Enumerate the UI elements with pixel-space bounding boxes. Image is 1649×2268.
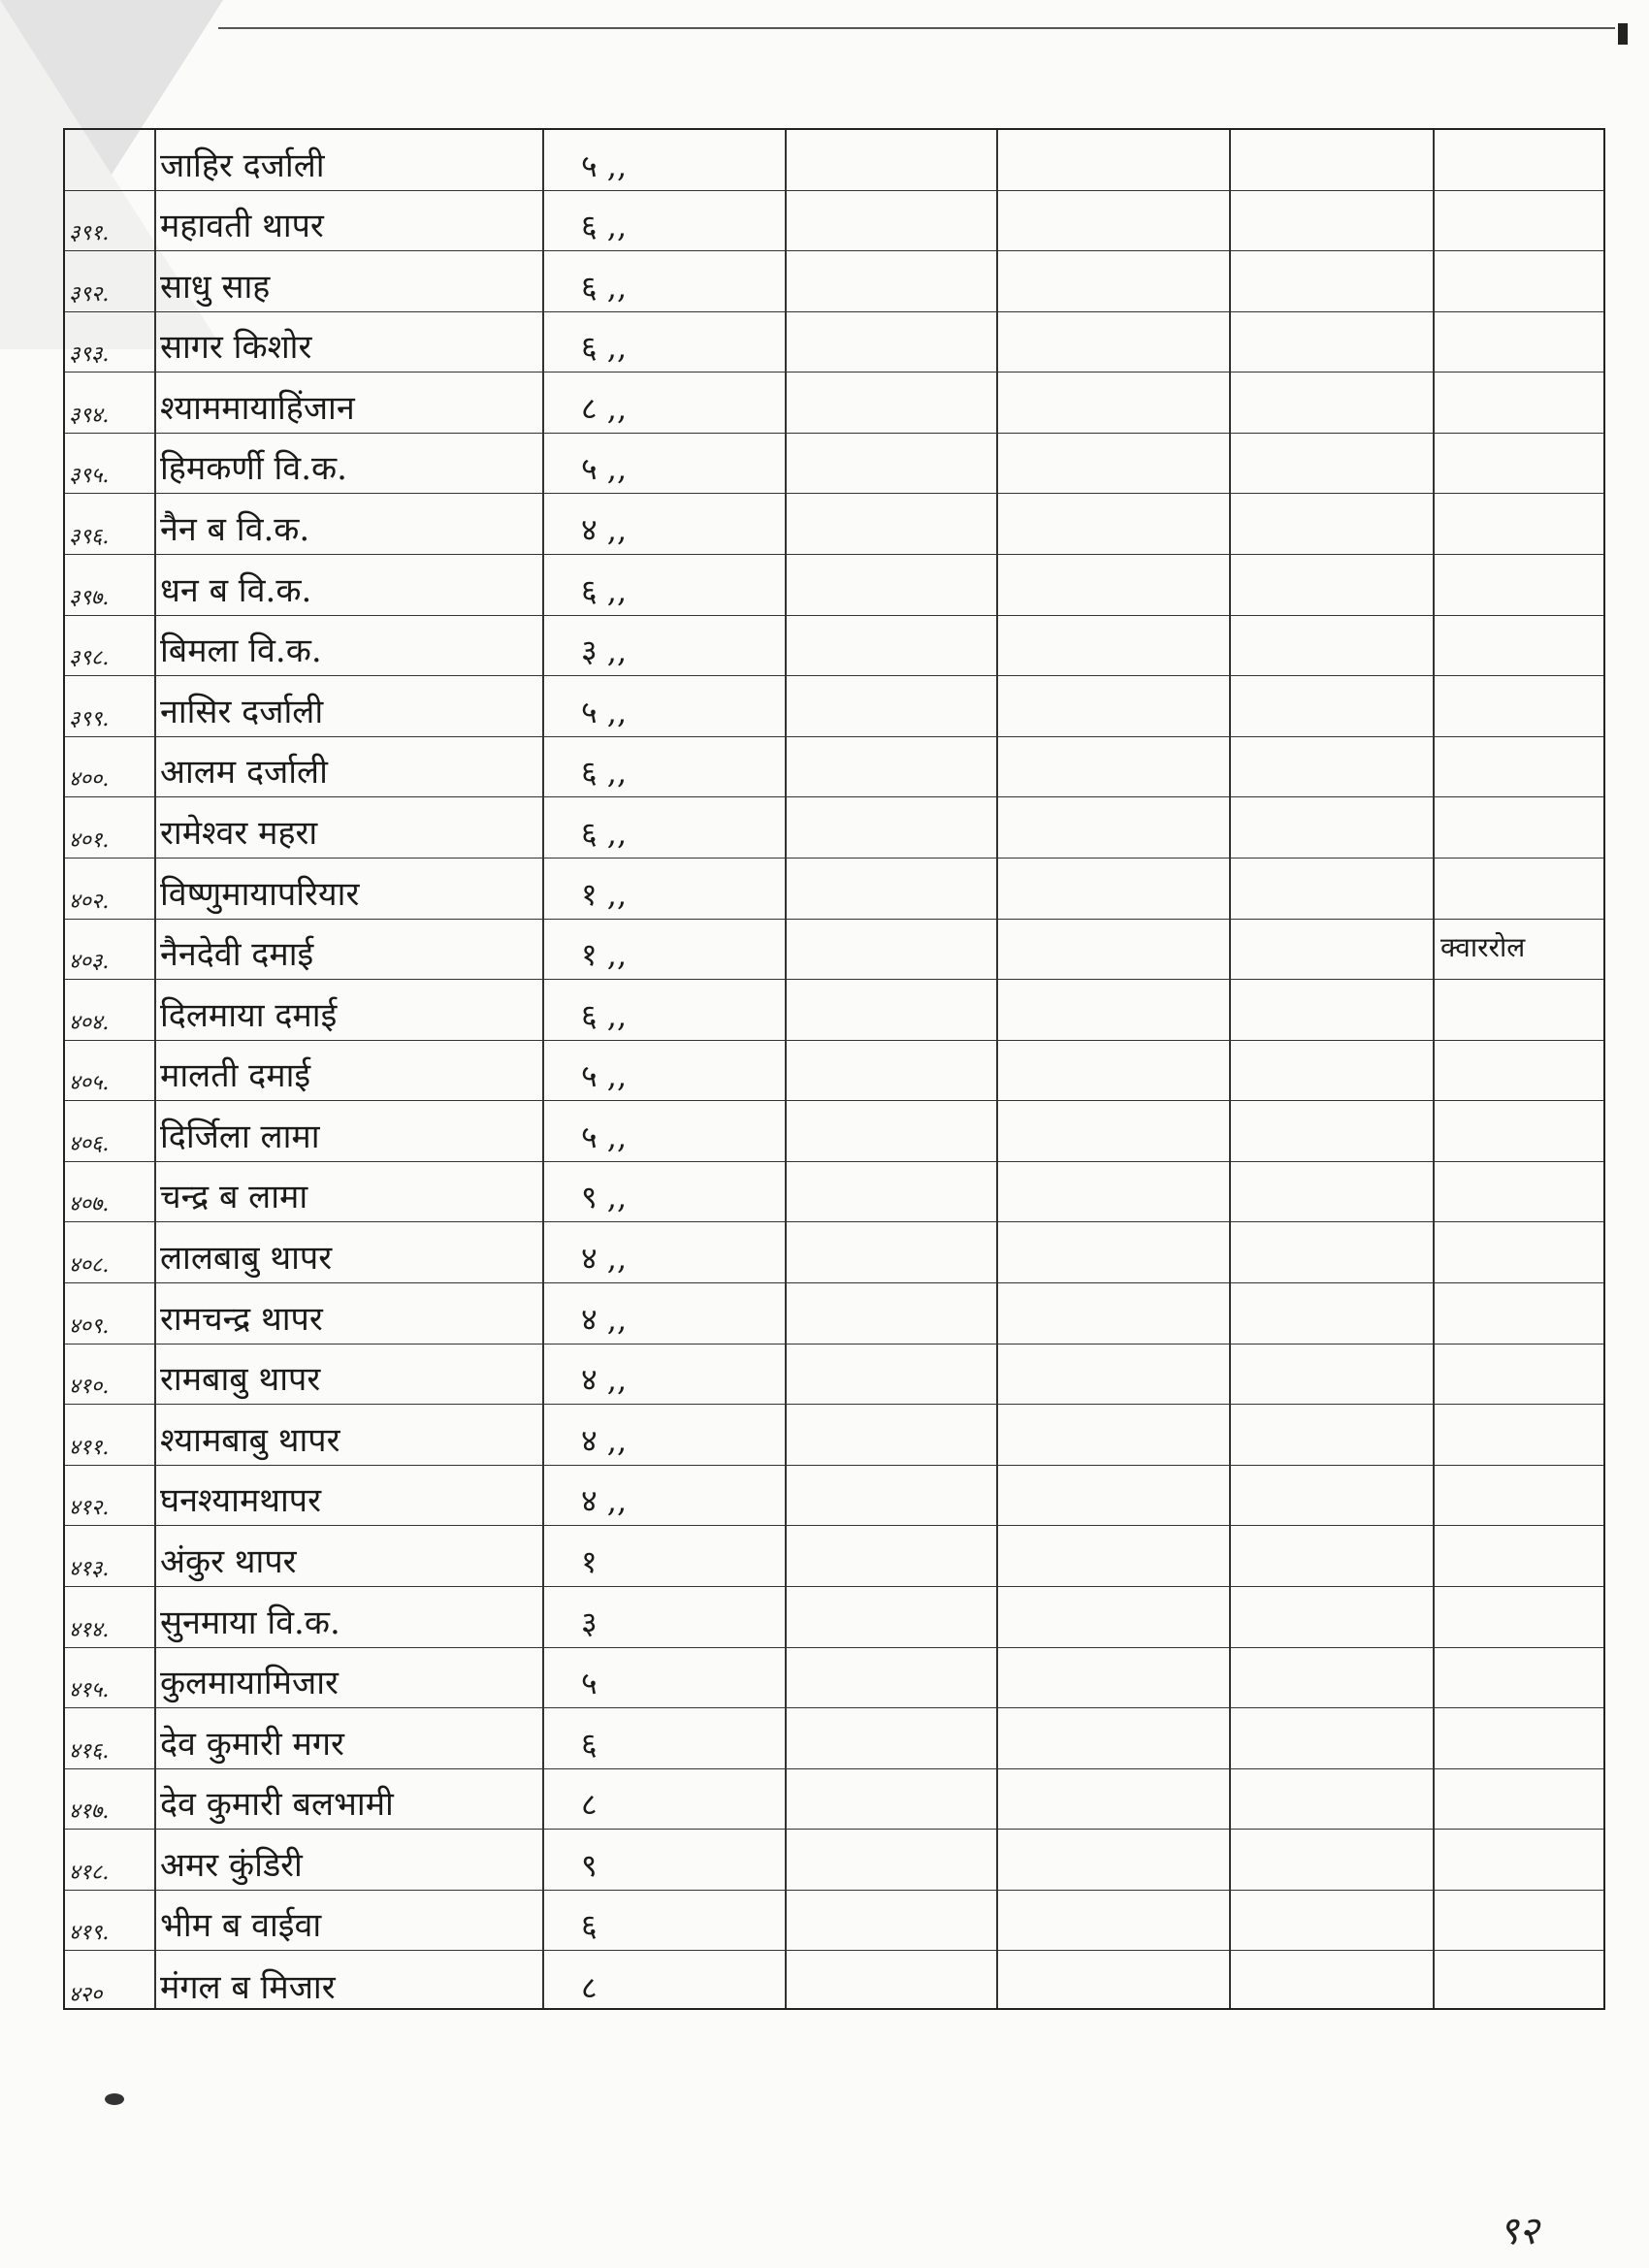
remark-cell xyxy=(1433,1101,1607,1161)
family-count-cell: ६ ,, xyxy=(581,208,628,245)
table-row xyxy=(65,1466,1603,1527)
serial-number-cell: ४००. xyxy=(69,767,110,793)
family-count-cell: ४ ,, xyxy=(581,1240,628,1278)
table-row xyxy=(65,1830,1603,1891)
table-row xyxy=(65,1222,1603,1283)
table-row xyxy=(65,1708,1603,1769)
family-count-cell: ६ ,, xyxy=(581,814,628,852)
family-count-cell: ६ ,, xyxy=(581,996,628,1034)
name-cell: साधु साह xyxy=(160,267,271,307)
name-cell: घनश्यामथापर xyxy=(160,1481,322,1521)
family-count-cell: ६ xyxy=(581,1907,598,1945)
table-row xyxy=(65,616,1603,677)
table-row xyxy=(65,1405,1603,1466)
table-row xyxy=(65,555,1603,616)
name-cell: कुलमायामिजार xyxy=(160,1664,339,1703)
family-count-cell: ५ ,, xyxy=(581,1118,628,1155)
name-cell: नैन ब वि.क. xyxy=(160,510,310,550)
serial-number-cell: ३९५. xyxy=(69,464,110,489)
register-table xyxy=(63,128,1605,2010)
name-cell: अमर कुंडिरी xyxy=(160,1845,303,1885)
name-cell: धन ब वि.क. xyxy=(160,570,312,610)
remark-cell xyxy=(1433,1830,1607,1890)
serial-number-cell: ४०१. xyxy=(69,827,110,853)
serial-number-cell: ४०७. xyxy=(69,1192,110,1217)
serial-number-cell: ४१८. xyxy=(69,1860,110,1885)
serial-number-cell: ४११. xyxy=(69,1435,110,1460)
name-cell: नासिर दर्जाली xyxy=(160,692,324,731)
table-row xyxy=(65,434,1603,495)
serial-number-cell: ४०३. xyxy=(69,950,110,975)
serial-number-cell: ४०९. xyxy=(69,1313,110,1339)
family-count-cell: ५ ,, xyxy=(581,146,628,184)
table-row xyxy=(65,251,1603,312)
family-count-cell: ९ ,, xyxy=(581,1179,628,1216)
remark-cell xyxy=(1433,737,1607,797)
table-row xyxy=(65,1587,1603,1648)
name-cell: रामेश्वर महरा xyxy=(160,813,318,853)
serial-number-cell: ३९१. xyxy=(69,221,110,246)
remark-cell xyxy=(1433,1587,1607,1647)
remark-cell xyxy=(1433,1283,1607,1344)
name-cell: दिर्जिला लामा xyxy=(160,1117,320,1156)
table-row xyxy=(65,1162,1603,1223)
ink-blot xyxy=(105,2093,124,2105)
family-count-cell: ६ xyxy=(581,1725,598,1763)
name-cell: मालती दमाई xyxy=(160,1056,311,1096)
table-row xyxy=(65,1526,1603,1587)
page-number: ९२ xyxy=(1499,2209,1539,2253)
serial-number-cell: ४२० xyxy=(69,1982,103,2007)
serial-number-cell: ४१३. xyxy=(69,1556,110,1581)
remark-cell xyxy=(1433,676,1607,736)
serial-number-cell: ३९८. xyxy=(69,646,110,671)
serial-number-cell xyxy=(65,130,152,190)
table-row xyxy=(65,312,1603,373)
table-row xyxy=(65,191,1603,252)
table-row xyxy=(65,1891,1603,1952)
name-cell: लालबाबु थापर xyxy=(160,1239,333,1279)
table-row xyxy=(65,130,1603,191)
family-count-cell: ६ ,, xyxy=(581,268,628,306)
family-count-cell: ३ ,, xyxy=(581,632,628,670)
family-count-cell: ५ ,, xyxy=(581,450,628,488)
serial-number-cell: ३९६. xyxy=(69,525,110,550)
table-row xyxy=(65,980,1603,1041)
remark-cell xyxy=(1433,1222,1607,1282)
remark-cell xyxy=(1433,191,1607,251)
table-row xyxy=(65,737,1603,798)
name-cell: भीम ब वाईवा xyxy=(160,1906,322,1946)
table-row xyxy=(65,1283,1603,1345)
family-count-cell: ४ ,, xyxy=(581,1421,628,1459)
name-cell: चन्द्र ब लामा xyxy=(160,1178,308,1217)
remark-cell xyxy=(1433,616,1607,676)
name-cell: बिमला वि.क. xyxy=(160,632,322,671)
remark-cell xyxy=(1433,859,1607,919)
family-count-cell: १ xyxy=(581,1542,598,1580)
family-count-cell: ५ ,, xyxy=(581,1057,628,1095)
name-cell: सुनमाया वि.क. xyxy=(160,1603,340,1642)
family-count-cell: ६ ,, xyxy=(581,329,628,367)
table-row xyxy=(65,1769,1603,1831)
serial-number-cell: ४०६. xyxy=(69,1131,110,1156)
serial-number-cell: ४१७. xyxy=(69,1799,110,1825)
remark-cell xyxy=(1433,1648,1607,1708)
remark-cell xyxy=(1433,1769,1607,1830)
name-cell: हिमकर्णी वि.क. xyxy=(160,449,347,489)
serial-number-cell: ४०२. xyxy=(69,889,110,914)
name-cell: दिलमाया दमाई xyxy=(160,995,338,1035)
name-cell: सागर किशोर xyxy=(160,328,312,368)
family-count-cell: ४ ,, xyxy=(581,1361,628,1399)
name-cell: रामचन्द्र थापर xyxy=(160,1299,323,1339)
serial-number-cell: ३९७. xyxy=(69,585,110,610)
family-count-cell: ४ ,, xyxy=(581,1482,628,1520)
serial-number-cell: ३९९. xyxy=(69,706,110,731)
serial-number-cell: ४१६. xyxy=(69,1738,110,1764)
binding-mark xyxy=(1618,23,1628,45)
serial-number-cell: ४१०. xyxy=(69,1375,110,1400)
remark-cell xyxy=(1433,1951,1607,2012)
family-count-cell: ३ xyxy=(581,1604,598,1641)
remark-cell xyxy=(1433,797,1607,858)
serial-number-cell: ३९४. xyxy=(69,403,110,428)
remark-cell xyxy=(1433,980,1607,1040)
page-top-edge xyxy=(218,27,1615,29)
name-cell: देव कुमारी मगर xyxy=(160,1724,344,1764)
table-row xyxy=(65,1345,1603,1406)
serial-number-cell: ४१४. xyxy=(69,1617,110,1642)
remark-cell xyxy=(1433,494,1607,554)
remark-cell xyxy=(1433,1466,1607,1526)
serial-number-cell: ४०५. xyxy=(69,1071,110,1096)
family-count-cell: ६ ,, xyxy=(581,571,628,609)
remark-cell xyxy=(1433,555,1607,615)
name-cell: जाहिर दर्जाली xyxy=(160,146,325,185)
name-cell: देव कुमारी बलभामी xyxy=(160,1785,394,1825)
remark-cell: क्वाररोल xyxy=(1440,931,1526,964)
serial-number-cell: ४०८. xyxy=(69,1253,110,1279)
name-cell: श्याममायाहिंजान xyxy=(160,388,355,428)
remark-cell xyxy=(1433,1345,1607,1405)
table-row xyxy=(65,1041,1603,1102)
remark-cell xyxy=(1433,1041,1607,1101)
table-row xyxy=(65,797,1603,859)
table-row xyxy=(65,859,1603,920)
remark-cell xyxy=(1433,312,1607,373)
serial-number-cell: ३९३. xyxy=(69,342,110,368)
name-cell: आलम दर्जाली xyxy=(160,753,328,793)
remark-cell xyxy=(1433,373,1607,433)
table-row xyxy=(65,1101,1603,1162)
remark-cell xyxy=(1433,1708,1607,1768)
family-count-cell: ५ xyxy=(581,1665,598,1702)
table-row xyxy=(65,373,1603,434)
remark-cell xyxy=(1433,1162,1607,1222)
serial-number-cell: ३९२. xyxy=(69,281,110,307)
remark-cell xyxy=(1433,251,1607,311)
name-cell: विष्णुमायापरियार xyxy=(160,874,360,914)
table-row xyxy=(65,920,1603,981)
name-cell: श्यामबाबु थापर xyxy=(160,1420,340,1460)
name-cell: नैनदेवी दमाई xyxy=(160,935,314,975)
name-cell: महावती थापर xyxy=(160,207,324,246)
table-row xyxy=(65,494,1603,555)
table-row xyxy=(65,1951,1603,2012)
serial-number-cell: ४१२. xyxy=(69,1496,110,1521)
family-count-cell: १ ,, xyxy=(581,875,628,913)
serial-number-cell: ४०४. xyxy=(69,1010,110,1035)
family-count-cell: ४ ,, xyxy=(581,511,628,549)
remark-cell xyxy=(1433,130,1607,190)
family-count-cell: ८ xyxy=(581,1786,598,1824)
family-count-cell: ६ ,, xyxy=(581,754,628,792)
family-count-cell: ८ xyxy=(581,1968,598,2006)
table-row xyxy=(65,1648,1603,1709)
family-count-cell: ८ ,, xyxy=(581,389,628,427)
name-cell: अंकुर थापर xyxy=(160,1541,297,1581)
table-row xyxy=(65,676,1603,737)
serial-number-cell: ४१९. xyxy=(69,1921,110,1946)
remark-cell xyxy=(1433,1526,1607,1586)
family-count-cell: ९ xyxy=(581,1846,598,1884)
family-count-cell: ५ ,, xyxy=(581,693,628,730)
name-cell: मंगल ब मिजार xyxy=(160,1967,336,2007)
remark-cell xyxy=(1433,434,1607,494)
family-count-cell: १ ,, xyxy=(581,936,628,974)
family-count-cell: ४ ,, xyxy=(581,1300,628,1338)
serial-number-cell: ४१५. xyxy=(69,1678,110,1703)
remark-cell xyxy=(1433,1405,1607,1465)
remark-cell xyxy=(1433,1891,1607,1951)
name-cell: रामबाबु थापर xyxy=(160,1360,321,1400)
